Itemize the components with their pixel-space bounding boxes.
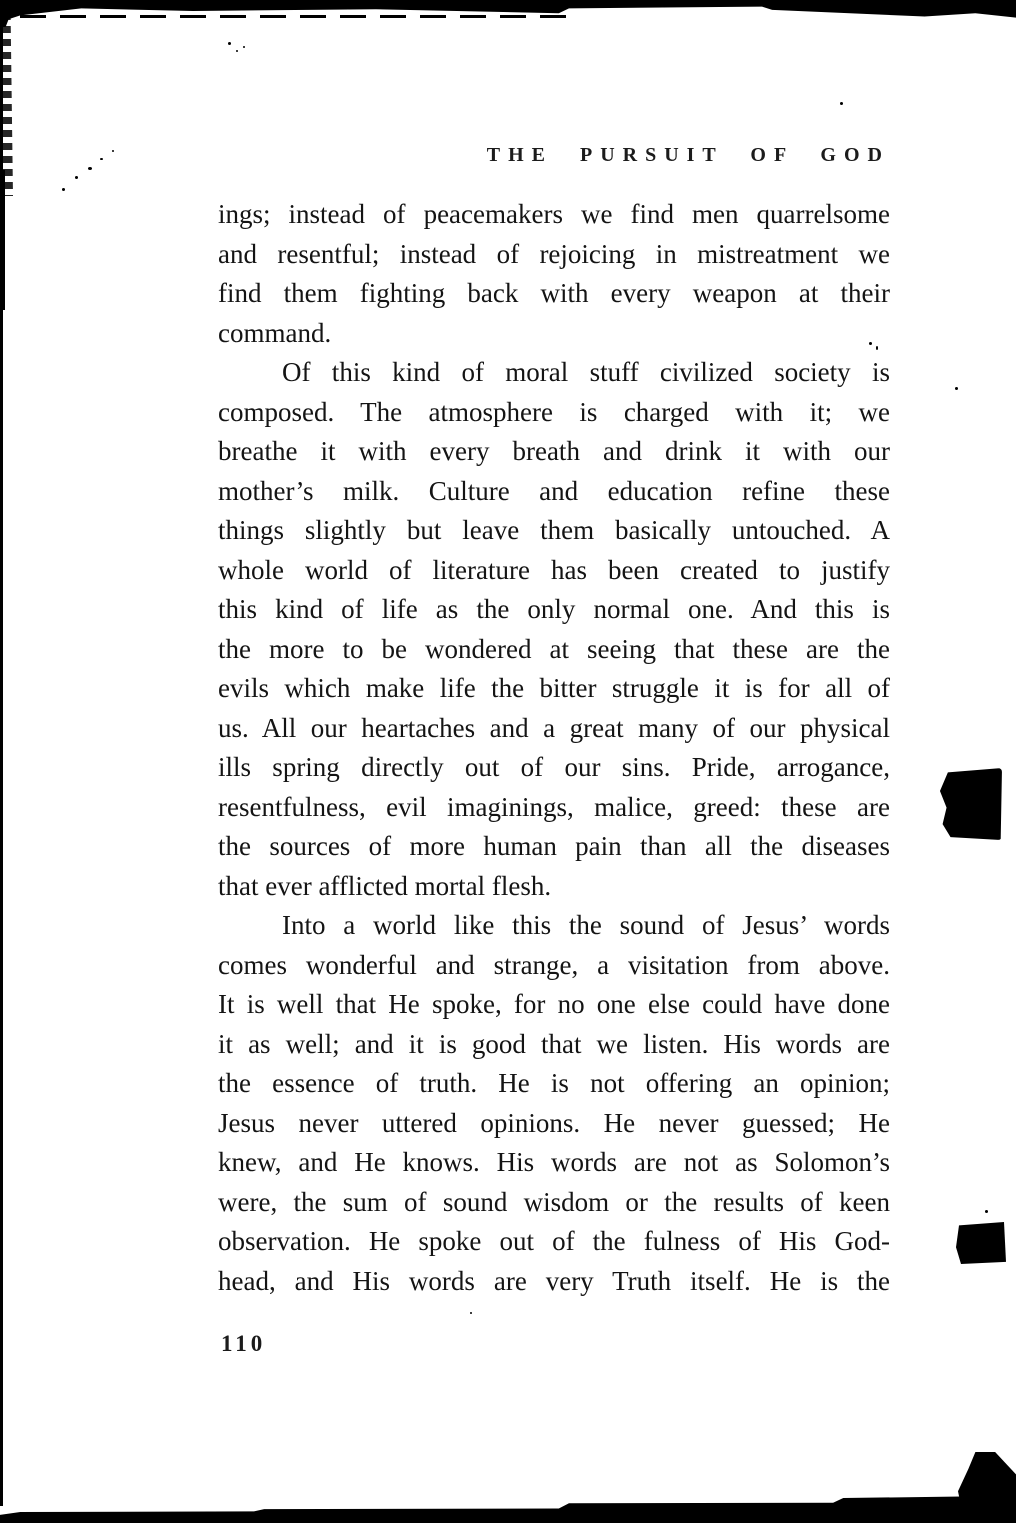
text-line: ings; instead of peacemakers we find men quarrelsome [218,199,890,229]
text-line: Into a world like this the sound of Jesus’ words [282,910,890,940]
ink-speck [840,102,843,105]
ink-speck [100,158,103,160]
right-margin-ink-blob-square [956,1222,1006,1264]
text-line: that ever afflicted mortal flesh. [218,870,552,901]
text-line: knew, and He knows. His words are not as Solomon’s [218,1147,890,1177]
text-line: ills spring directly out of our sins. Pride, arrogance, [218,752,890,782]
text-line: the sources of more human pain than all the diseases [218,831,890,861]
page-number: 110 [221,1331,267,1356]
text-line: comes wonderful and strange, a visitation from above. [218,949,890,980]
text-line: and resentful; instead of rejoicing in mistreatment we [218,238,890,269]
text-line: were, the sum of sound wisdom or the results of keen [218,1186,890,1217]
ink-speck [228,42,231,45]
text-line: the essence of truth. He is not offering an opinion; [218,1068,890,1098]
ink-speck [88,167,92,170]
text-line: find them fighting back with every weapon at their [218,278,890,308]
text-line: Of this kind of moral stuff civilized society is [282,357,890,387]
text-line: the more to be wondered at seeing that these are the [218,633,890,664]
ink-speck [75,176,78,179]
text-line: this kind of life as the only normal one. And this is [218,594,890,624]
text-line: us. All our heartaches and a great many of our physical [218,712,890,743]
text-line: whole world of literature has been created to justify [218,554,890,585]
text-line: evils which make life the bitter struggle it is for all of [218,673,890,703]
top-edge-dashed-line-artifact [20,15,570,18]
text-line: mother’s milk. Culture and education refine these [218,475,890,506]
ink-speck [985,1210,988,1213]
ink-speck [112,150,114,152]
text-line: things slightly but leave them basically untouched. A [218,515,890,545]
text-line: resentfulness, evil imaginings, malice, greed: these are [218,791,890,822]
top-edge-band-artifact [0,0,1016,22]
body-text-column [218,195,890,1301]
ink-speck [236,50,238,52]
text-line: head, and His words are very Truth itself. He is the [218,1265,890,1296]
text-line: observation. He spoke out of the fulness of His God- [218,1226,890,1256]
text-line: breathe it with every breath and drink it with our [218,436,890,466]
text-line: It is well that He spoke, for no one else could have done [218,989,890,1019]
text-line: composed. The atmosphere is charged with it; we [218,396,890,427]
right-margin-ink-blob-upper [936,768,1002,840]
bottom-edge-band-artifact [0,1494,1016,1523]
ink-speck [62,188,65,191]
ink-speck [243,46,245,48]
ink-speck [470,1312,472,1314]
running-header: THE PURSUIT OF GOD [486,144,890,166]
text-line: it as well; and it is good that we listen. His words are [218,1028,890,1059]
text-line: Jesus never uttered opinions. He never guessed; He [218,1107,890,1138]
text-line: command. [218,317,332,348]
ink-speck [955,387,958,390]
